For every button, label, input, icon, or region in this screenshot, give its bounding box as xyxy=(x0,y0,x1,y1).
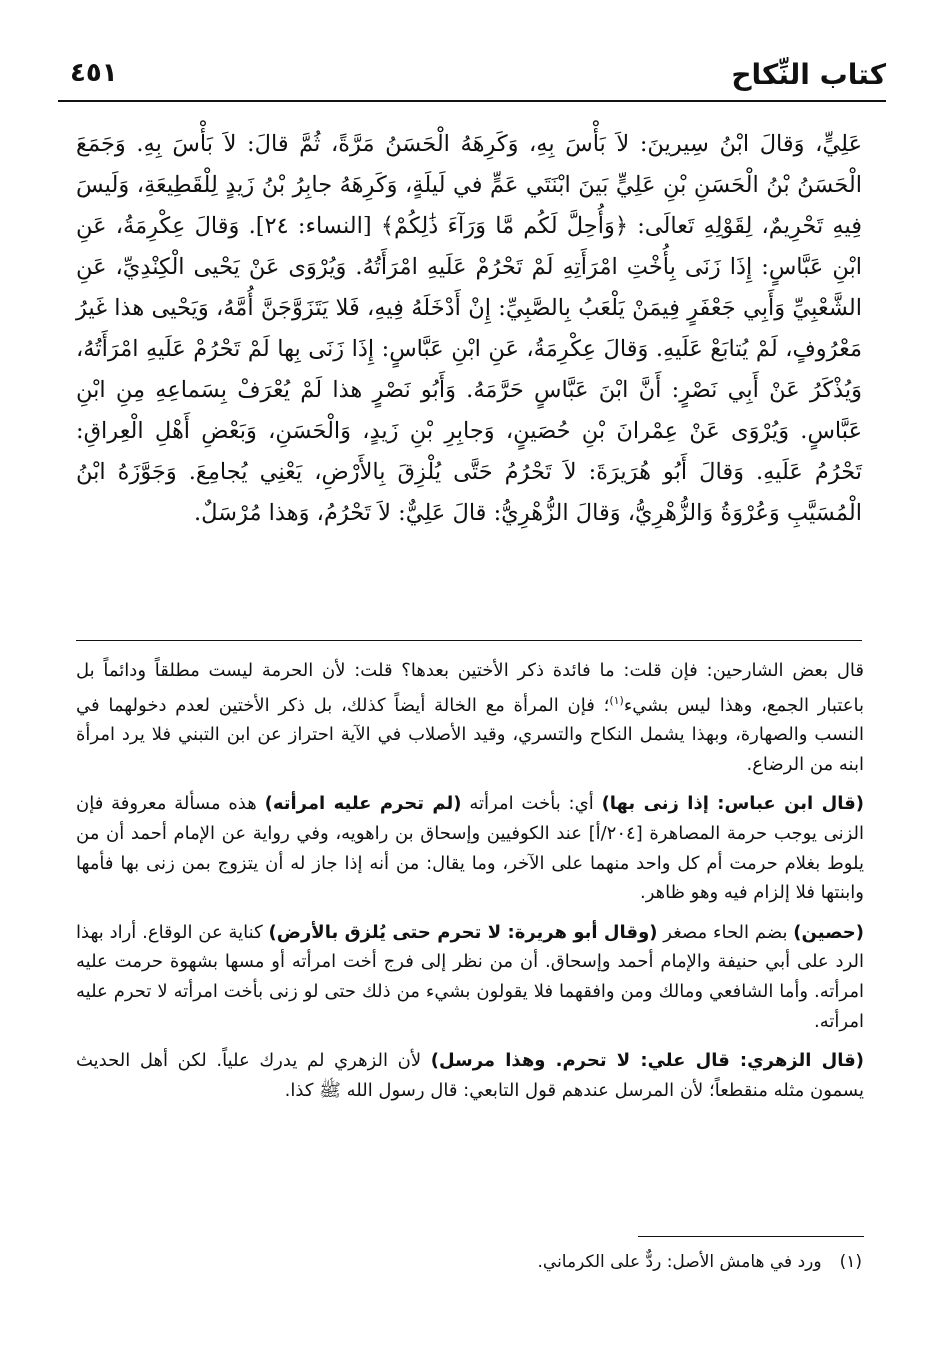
commentary-heading: (حصين) xyxy=(793,921,865,943)
hadith-main-text: عَلِيٍّ، وَقالَ ابْنُ سِيرينَ: لاَ بَأْسَ بِهِ، وَكَرِهَهُ الْحَسَنُ مَرَّةً، ثُمَّ قالَ: لاَ بَأْسَ بِهِ. وَجَمَعَ الْحَسَنُ بْنُ الْحَسَنِ بْنِ عَلِيٍّ بَينَ ابْنَتَي عَمٍّ في لَيلَةٍ، وَكَرِهَهُ جابِرُ بْنُ زَيدٍ لِلْقَطِيعَةِ، وَلَيسَ فِيهِ تَحْرِيمٌ، لِقَوْلِهِ تَعالَى: ﴿وَأُحِلَّ لَكُم مَّا وَرَآءَ ذَٰلِكُمْ﴾ [النساء: ٢٤]. وَقالَ عِكْرِمَةُ، عَنِ ابْنِ عَبَّاسٍ: إِذَا زَنَى بِأُخْتِ امْرَأَتِهِ لَمْ تَحْرُمْ عَلَيهِ امْرَأَتُهُ. وَيُرْوَى عَنْ يَحْيى الْكِنْدِيِّ، عَنِ الشَّعْبِيِّ وَأَبِي جَعْفَرٍ فِيمَنْ يَلْعَبُ بِالصَّبِيِّ: إِنْ أَدْخَلَهُ فِيهِ، فَلا يَتَزَوَّجَنَّ أُمَّهُ، وَيَحْيى هذا غَيرُ مَعْرُوفٍ، لَمْ يُتابَعْ عَلَيهِ. وَقالَ عِكْرِمَةُ، عَنِ ابْنِ عَبَّاسٍ: إِذَا زَنَى بِها لَمْ تَحْرُمْ عَلَيهِ امْرَأَتُهُ، وَيُذْكَرُ عَنْ أَبِي نَصْرٍ: أَنَّ ابْنَ عَبَّاسٍ حَرَّمَهُ. وَأَبُو نَصْرٍ هذا لَمْ يُعْرَفْ بِسَماعِهِ مِنِ ابْنِ عَبَّاسٍ. وَيُرْوَى عَنْ عِمْرانَ بْنِ حُصَينٍ، وَجابِرِ بْنِ زَيدٍ، وَالْحَسَنِ، وَبَعْضِ أَهْلِ الْعِراقِ: تَحْرُمُ عَلَيهِ. وَقالَ أَبُو هُرَيرَةَ: لاَ تَحْرُمُ حَتَّى يُلْزِقَ بِالأَرْضِ، يَعْنِي يُجامِعَ. وَجَوَّزَهُ ابْنُ الْمُسَيَّبِ وَعُرْوَةُ وَالزُّهْرِيُّ، وَقالَ الزُّهْرِيُّ: قالَ عَلِيٌّ: لاَ تَحْرُمُ، وَهذا مُرْسَلٌ. xyxy=(76,131,862,526)
commentary-text: كناية عن الوقاع. أراد بهذا الرد على أبي حنيفة والإمام أحمد وإسحاق. أن من نظر إلى فرج أخت امرأته أو مسها بشهوة حرمت عليه امرأته. وأما الشافعي ومالك ومن وافقهما فلا يقولون بشيء من ذلك حتى لو زنى بأخت امرأته لا تحرم عليه امرأته. xyxy=(76,921,864,1032)
commentary-paragraph xyxy=(76,918,864,1036)
commentary-paragraph xyxy=(76,1046,864,1105)
footnote-text: ورد في هامش الأصل: ردٌّ على الكرماني. xyxy=(537,1252,822,1272)
commentary-heading: (قال الزهري: قال علي: لا تحرم. وهذا مرسل) xyxy=(430,1050,864,1072)
commentary-text: ؛ فإن المرأة مع الخالة أيضاً كذلك، بل ذكر الأختين لعدم دخولهما في النسب والصهارة، وبهذا يشمل النكاح والتسري، وقيد الأصلاب في الآية احتراز عن ابن التبني فلا يرد امرأة ابنه من الرضاع. xyxy=(76,694,864,775)
footnote-marker: (١) xyxy=(609,693,624,707)
commentary-heading: (لم تحرم عليه امرأته) xyxy=(264,793,462,815)
chapter-title: كتاب النِّكاح xyxy=(731,58,886,91)
footnote-number: (١) xyxy=(839,1252,862,1272)
commentary-text: أي: بأخت امرأته xyxy=(461,793,602,815)
commentary-paragraph xyxy=(76,656,864,779)
commentary-text: هذه مسألة معروفة فإن الزنى يوجب حرمة المصاهرة [٢٠٤/أ] عند الكوفيين وإسحاق بن راهويه، وفي رواية عن الإمام أحمد أن من يلوط بغلام حرمت أم كل واحد منهما على الآخر، وما يقال: من أنه إذا جاز له أن يتزوج بمن زنى بها فأمها وابنتها فلا إلزام فيه وهو ظاهر. xyxy=(76,793,864,904)
section-divider xyxy=(76,640,862,641)
page-number: ٤٥١ xyxy=(70,58,118,88)
commentary-block xyxy=(76,656,864,1115)
commentary-heading: (قال ابن عباس: إذا زنى بها) xyxy=(601,793,865,815)
commentary-text: بضم الحاء مصغر xyxy=(657,921,794,943)
page-header xyxy=(58,52,886,102)
commentary-heading: (وقال أبو هريرة: لا تحرم حتى يُلزق بالأرض) xyxy=(268,921,658,943)
footnote xyxy=(300,1252,862,1272)
commentary-text: قال بعض الشارحين: فإن قلت: ما فائدة ذكر الأختين بعدها؟ قلت: لأن الحرمة ليست مطلقاً ودائماً بل باعتبار الجمع، وهذا ليس بشيء xyxy=(76,660,864,716)
footnote-divider xyxy=(638,1236,864,1237)
commentary-text: لأن الزهري لم يدرك علياً. لكن أهل الحديث يسمون مثله منقطعاً؛ لأن المرسل عندهم قول التابعي: قال رسول الله ﷺ كذا. xyxy=(76,1050,864,1101)
commentary-paragraph xyxy=(76,789,864,907)
